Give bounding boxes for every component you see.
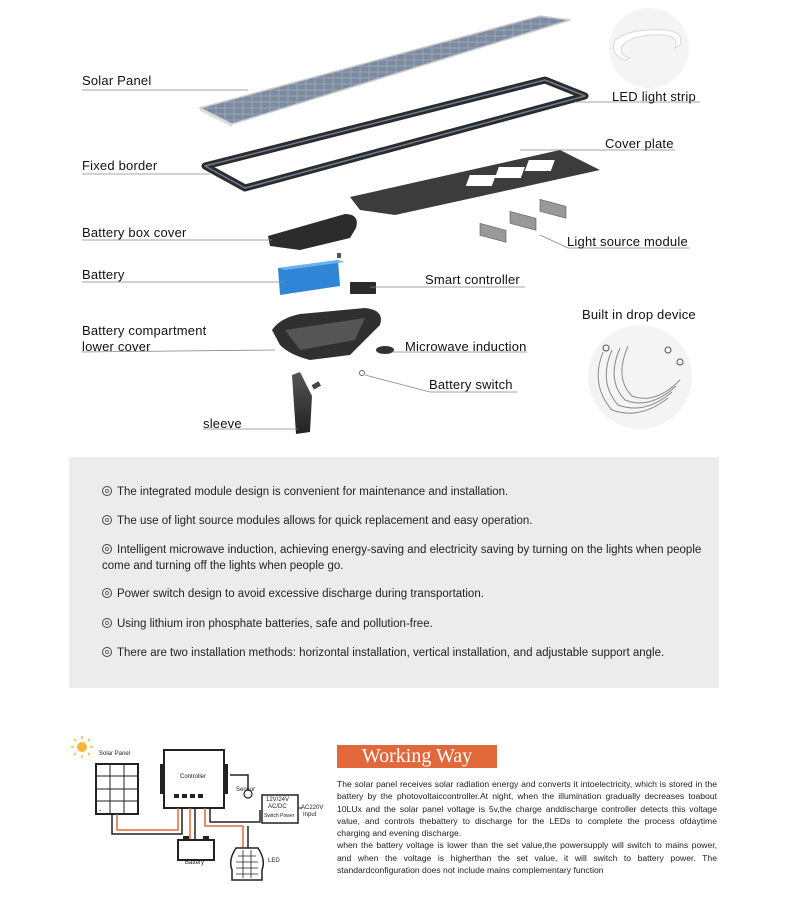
feature-item: The use of light source modules allows for quick replacement and easy operation.	[102, 513, 702, 529]
diagram-battery-label: Battery	[185, 860, 205, 866]
label-solar-panel: Solar Panel	[82, 73, 152, 88]
label-led-light-strip: LED light strip	[612, 89, 696, 104]
diagram-switch-line1: 12V/24V	[266, 797, 290, 803]
diagram-led-label: LED	[268, 858, 280, 864]
feature-item: Using lithium iron phosphate batteries, safe and pollution-free.	[102, 616, 702, 632]
diagram-solar-panel-label: Solar Panel	[99, 751, 131, 757]
working-way-paragraph-2: when the battery voltage is lower than the set value,the powersupply will switch to mains power, and when the voltage is higherthan the set value, it will switch to battery power. The standardconfiguration does not include mains complementary function	[337, 840, 717, 876]
circle-bullet-icon	[102, 544, 112, 554]
feature-item: Power switch design to avoid excessive discharge during transportation.	[102, 586, 702, 602]
working-way-title: Working Way	[337, 745, 497, 768]
circle-bullet-icon	[102, 486, 112, 496]
diagram-switch-line2: AC/DC	[268, 804, 287, 810]
label-built-in-drop-device: Built in drop device	[582, 307, 696, 322]
label-battery-compartment-line1: Battery compartment	[82, 323, 207, 338]
circle-bullet-icon	[102, 618, 112, 628]
feature-item: The integrated module design is convenient for maintenance and installation.	[102, 484, 702, 500]
label-smart-controller: Smart controller	[425, 272, 520, 287]
diagram-ac-line1: AC220V	[301, 805, 324, 811]
sun-icon	[71, 736, 93, 758]
feature-item: Intelligent microwave induction, achieving energy-saving and electricity saving by turning on the lights when people come and turning off the lights when people go.	[102, 544, 702, 572]
label-battery-box-cover: Battery box cover	[82, 225, 187, 240]
diagram-switch-line3: Switch Power	[264, 813, 295, 819]
label-battery: Battery	[82, 267, 125, 282]
svg-text:-: -	[99, 808, 102, 815]
diagram-ac-line2: Input	[303, 812, 317, 818]
label-cover-plate: Cover plate	[605, 136, 674, 151]
circle-bullet-icon	[102, 588, 112, 598]
circle-bullet-icon	[102, 515, 112, 525]
diagram-controller-label: Controller	[180, 774, 207, 780]
label-fixed-border: Fixed border	[82, 158, 158, 173]
features-panel	[69, 457, 719, 688]
diagram-sensor-label: Sensor	[236, 787, 256, 793]
circle-bullet-icon	[102, 647, 112, 657]
label-sleeve: sleeve	[203, 416, 242, 431]
label-battery-compartment-line2: lower cover	[82, 339, 151, 354]
working-way-text	[337, 778, 717, 876]
label-microwave-induction: Microwave induction	[405, 339, 527, 354]
label-battery-switch: Battery switch	[429, 377, 513, 392]
label-light-source-module: Light source module	[567, 234, 688, 249]
feature-item: There are two installation methods: horizontal installation, vertical installation, and adjustable support angle.	[102, 645, 702, 661]
working-way-paragraph-1: The solar panel receives solar radiation energy and converts it intoelectricity, which is stored in the battery by the photovoltaiccontroller.At night, when the illumination gradually decreases toabout 10LUx and the solar panel voltage is 5v,the charge anddischarge controller detects this voltage value, and controls thebattery to discharge for the LEDs to complete the process ofdaytime charging and evening discharge.	[337, 779, 717, 839]
